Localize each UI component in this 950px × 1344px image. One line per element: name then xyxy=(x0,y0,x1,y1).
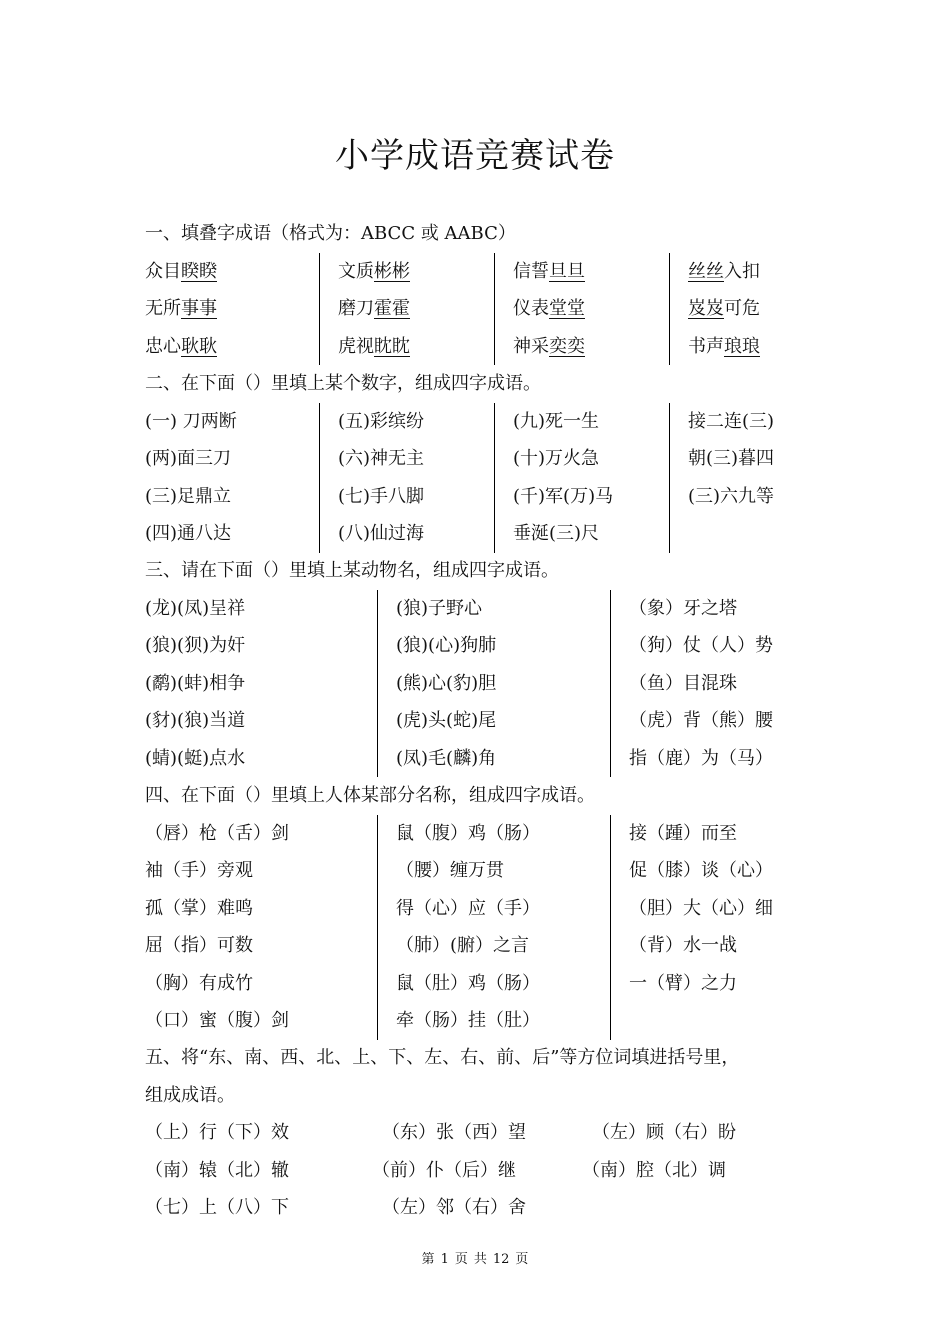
idiom-item xyxy=(688,253,825,291)
idiom-column xyxy=(145,403,320,553)
idiom-item: （胸）有成竹 xyxy=(145,972,253,994)
idiom-item: 牵（肠）挂（肚） xyxy=(396,1010,540,1031)
idiom-item: (龙)(凤)呈祥 xyxy=(145,597,246,619)
footer-text: 页 xyxy=(454,1252,468,1267)
idiom-prefix: 仪表 xyxy=(513,298,549,319)
idiom-column xyxy=(611,590,811,778)
idiom-answer: 彬彬 xyxy=(374,260,410,282)
idiom-grid xyxy=(145,590,825,778)
page-footer xyxy=(0,1248,950,1267)
idiom-item: (一) 刀两断 xyxy=(145,410,237,432)
idiom-item: （南）辕（北）辙 xyxy=(145,1159,289,1181)
section-heading: 四、在下面（）里填上人体某部分名称，组成四字成语。 xyxy=(145,785,595,806)
idiom-row xyxy=(145,1189,825,1227)
idiom-answer: 睽睽 xyxy=(181,260,217,282)
idiom-item: （鱼）目混珠 xyxy=(629,672,737,694)
idiom-item: 垂涎(三)尺 xyxy=(513,523,600,544)
footer-text: 第 xyxy=(421,1252,435,1267)
idiom-item: 指（鹿）为（马） xyxy=(629,747,773,769)
idiom-item: (蜻)(蜓)点水 xyxy=(145,747,246,769)
idiom-item: （上）行（下）效 xyxy=(145,1122,289,1143)
idiom-item: （虎）背（熊）腰 xyxy=(629,710,773,731)
idiom-item: （东）张（西）望 xyxy=(382,1122,526,1143)
idiom-item: （肺）(腑）之言 xyxy=(396,935,530,956)
idiom-item: 鼠（肚）鸡（肠） xyxy=(396,972,540,994)
idiom-item: (狼)子野心 xyxy=(396,597,483,619)
idiom-item xyxy=(338,290,494,328)
idiom-suffix: 可危 xyxy=(724,298,760,319)
idiom-item: （唇）枪（舌）剑 xyxy=(145,822,289,844)
idiom-item: （七）上（八）下 xyxy=(145,1197,289,1218)
section-heading: 五、将“东、南、西、北、上、下、左、右、前、后”等方位词填进括号里， xyxy=(145,1047,740,1068)
idiom-item xyxy=(145,290,319,328)
idiom-item: (狼)(狈)为奸 xyxy=(145,635,246,656)
idiom-answer: 耿耿 xyxy=(181,335,217,357)
idiom-item: (鹬)(蚌)相争 xyxy=(145,672,246,694)
idiom-prefix: 无所 xyxy=(145,298,181,319)
section-heading: 三、请在下面（）里填上某动物名，组成四字成语。 xyxy=(145,560,559,581)
idiom-answer: 丝丝 xyxy=(688,260,724,282)
idiom-column xyxy=(145,590,378,778)
idiom-item: （口）蜜（腹）剑 xyxy=(145,1010,289,1031)
idiom-item: (四)通八达 xyxy=(145,523,232,544)
idiom-answer: 岌岌 xyxy=(688,298,724,319)
idiom-column xyxy=(378,815,611,1040)
section-1 xyxy=(145,215,825,365)
idiom-answer: 奕奕 xyxy=(549,335,585,357)
idiom-item: 朝(三)暮四 xyxy=(688,448,775,469)
idiom-item: (千)军(万)马 xyxy=(513,485,614,507)
idiom-column xyxy=(495,253,670,366)
section-heading: 二、在下面（）里填上某个数字，组成四字成语。 xyxy=(145,373,541,394)
idiom-answer: 眈眈 xyxy=(374,335,410,357)
page-title: 小学成语竞赛试卷 xyxy=(335,136,615,176)
page-number: 1 xyxy=(440,1252,449,1267)
idiom-prefix: 众目 xyxy=(145,260,181,282)
idiom-item: （左）邻（右）舍 xyxy=(382,1197,526,1218)
idiom-prefix: 神采 xyxy=(513,335,549,357)
idiom-item: (五)彩缤纷 xyxy=(338,410,425,432)
idiom-item: (豺)(狼)当道 xyxy=(145,710,246,731)
idiom-item xyxy=(145,253,319,291)
idiom-item: 得（心）应（手） xyxy=(396,897,540,919)
idiom-item xyxy=(513,290,669,328)
section-5 xyxy=(145,1039,825,1227)
idiom-answer: 霍霍 xyxy=(374,298,410,319)
idiom-item: (熊)心(豹)胆 xyxy=(396,672,497,694)
idiom-item: 袖（手）旁观 xyxy=(145,860,253,881)
footer-text: 页 xyxy=(515,1252,529,1267)
idiom-item: （腰）缠万贯 xyxy=(396,860,504,881)
idiom-item: 一（臂）之力 xyxy=(629,972,737,994)
idiom-column xyxy=(670,253,825,366)
idiom-item xyxy=(513,328,669,366)
idiom-rows xyxy=(145,1114,825,1227)
idiom-item: (虎)头(蛇)尾 xyxy=(396,710,497,731)
idiom-item: 接（踵）而至 xyxy=(629,822,737,844)
idiom-item xyxy=(145,328,319,366)
idiom-grid xyxy=(145,403,825,553)
section-heading: 一、填叠字成语（格式为：ABCC 或 AABC） xyxy=(145,223,516,244)
idiom-item: (八)仙过海 xyxy=(338,523,425,544)
idiom-item: 接二连(三) xyxy=(688,410,775,432)
section-2 xyxy=(145,365,825,553)
idiom-item: (两)面三刀 xyxy=(145,448,232,469)
idiom-column xyxy=(145,815,378,1040)
idiom-row xyxy=(145,1152,825,1190)
footer-text: 共 xyxy=(473,1252,487,1267)
idiom-answer: 琅琅 xyxy=(724,335,760,357)
idiom-item: （狗）仗（人）势 xyxy=(629,635,773,656)
idiom-item xyxy=(338,328,494,366)
idiom-column xyxy=(145,253,320,366)
idiom-column xyxy=(378,590,611,778)
idiom-item: 促（膝）谈（心） xyxy=(629,860,773,881)
idiom-item xyxy=(338,253,494,291)
idiom-column xyxy=(670,403,825,553)
idiom-answer: 堂堂 xyxy=(549,298,585,319)
idiom-row xyxy=(145,1114,825,1152)
idiom-item: （前）仆（后）继 xyxy=(372,1159,516,1181)
idiom-prefix: 书声 xyxy=(688,335,724,357)
idiom-prefix: 虎视 xyxy=(338,335,374,357)
idiom-item: (九)死一生 xyxy=(513,410,600,432)
idiom-prefix: 信誓 xyxy=(513,260,549,282)
idiom-item xyxy=(513,253,669,291)
idiom-item xyxy=(688,328,825,366)
idiom-item: (三)足鼎立 xyxy=(145,485,232,507)
idiom-suffix: 入扣 xyxy=(724,260,760,282)
idiom-item: （象）牙之塔 xyxy=(629,597,737,619)
idiom-column xyxy=(320,253,495,366)
idiom-item: (三)六九等 xyxy=(688,485,775,507)
idiom-column xyxy=(495,403,670,553)
idiom-column xyxy=(320,403,495,553)
idiom-item: 孤（掌）难鸣 xyxy=(145,897,253,919)
idiom-item: (六)神无主 xyxy=(338,448,425,469)
idiom-item xyxy=(688,290,825,328)
section-heading-continued: 组成成语。 xyxy=(145,1084,235,1106)
idiom-item: (狼)(心)狗肺 xyxy=(396,635,497,656)
section-4 xyxy=(145,777,825,1040)
idiom-prefix: 磨刀 xyxy=(338,298,374,319)
idiom-column xyxy=(611,815,811,1040)
idiom-item: (七)手八脚 xyxy=(338,485,425,507)
idiom-item: 屈（指）可数 xyxy=(145,935,253,956)
idiom-prefix: 文质 xyxy=(338,260,374,282)
page-total: 12 xyxy=(492,1252,510,1267)
idiom-prefix: 忠心 xyxy=(145,335,181,357)
idiom-item: （南）腔（北）调 xyxy=(582,1159,726,1181)
idiom-item: （左）顾（右）盼 xyxy=(592,1122,736,1143)
idiom-item: 鼠（腹）鸡（肠） xyxy=(396,822,540,844)
idiom-item: (十)万火急 xyxy=(513,448,600,469)
idiom-item: (凤)毛(麟)角 xyxy=(396,747,497,769)
idiom-item: （胆）大（心）细 xyxy=(629,897,773,919)
idiom-answer: 事事 xyxy=(181,298,217,319)
section-3 xyxy=(145,552,825,777)
idiom-grid xyxy=(145,253,825,366)
idiom-item: （背）水一战 xyxy=(629,935,737,956)
idiom-grid xyxy=(145,815,825,1040)
idiom-answer: 旦旦 xyxy=(549,260,585,282)
